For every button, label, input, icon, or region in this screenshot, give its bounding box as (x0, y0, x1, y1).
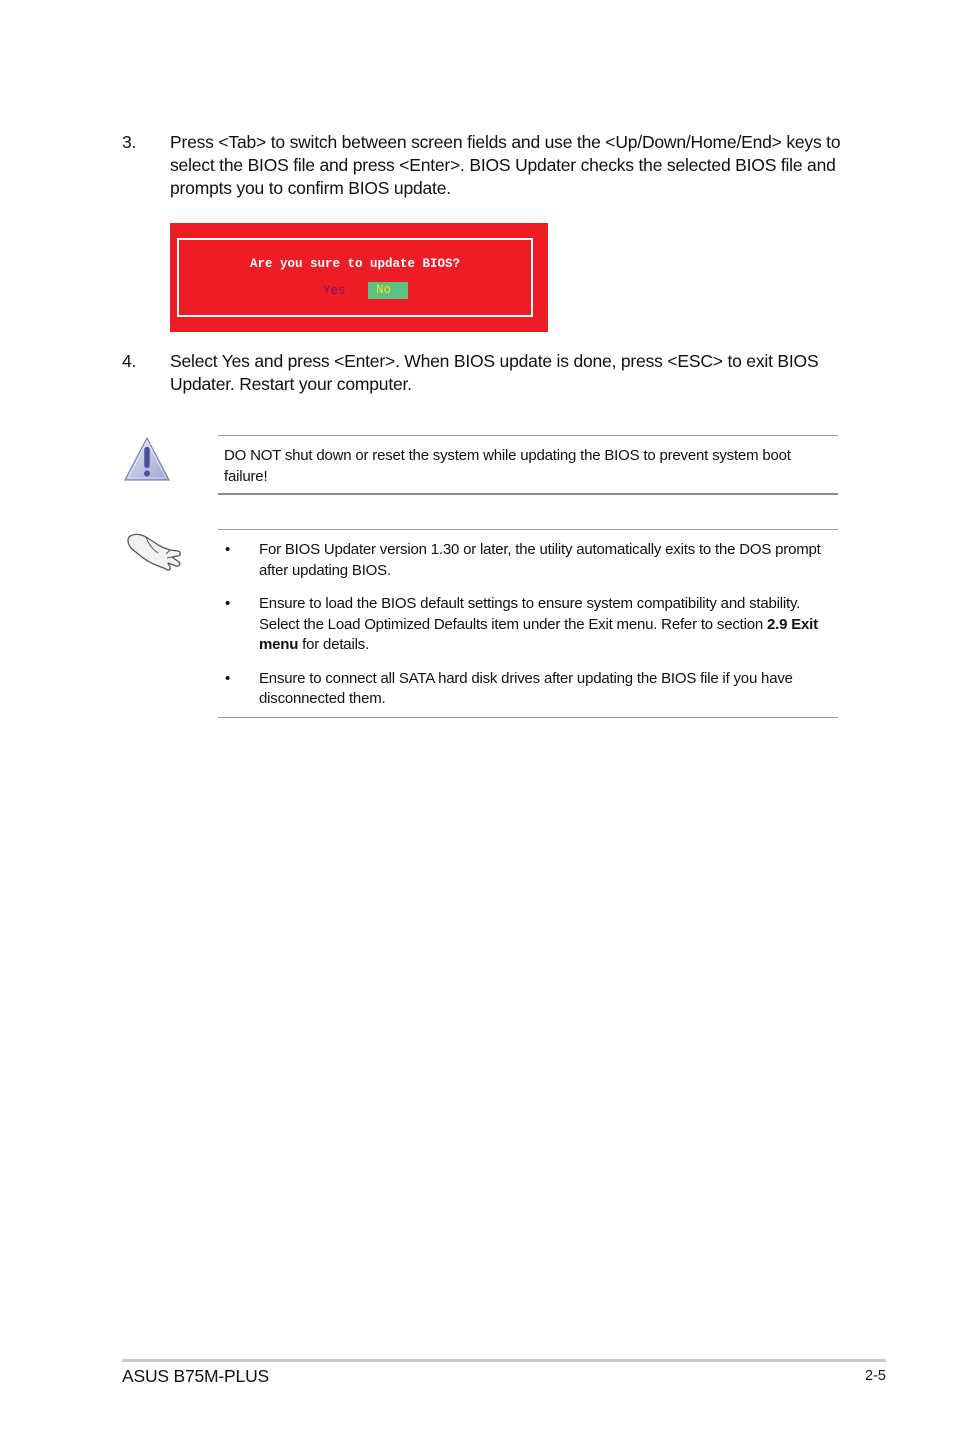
no-option[interactable]: No (368, 282, 408, 299)
step-number: 3. (122, 132, 137, 152)
footer-rule (122, 1359, 886, 1362)
list-item (224, 594, 824, 656)
note-list (224, 540, 824, 723)
warning-triangle-icon (122, 435, 172, 483)
footer-product-name: ASUS B75M-PLUS (122, 1366, 269, 1386)
bullet: • (225, 595, 231, 612)
bios-update-dialog (170, 223, 548, 332)
list-item (224, 669, 824, 710)
bullet: • (225, 541, 231, 558)
note-bottom-rule (218, 717, 838, 718)
step-4 (122, 350, 842, 396)
warning-text: DO NOT shut down or reset the system while updating the BIOS to prevent system boot failure! (224, 447, 791, 485)
step-text: Press <Tab> to switch between screen fields and use the <Up/Down/Home/End> keys to select the BIOS file and press <Enter>. BIOS Updater checks the selected BIOS file and prompts you to confirm BIOS update. (170, 132, 841, 198)
bios-question: Are you sure to update BIOS? (249, 257, 461, 271)
note-top-rule (218, 529, 838, 530)
bullet: • (225, 669, 231, 687)
warning-bottom-rule (218, 493, 838, 495)
page-number: 2-5 (865, 1368, 886, 1384)
note-text-end: for details. (298, 636, 369, 653)
bios-dialog-frame (177, 238, 533, 317)
step-3 (122, 131, 842, 200)
warning-top-rule (218, 435, 838, 436)
step-number: 4. (122, 351, 137, 371)
yes-option[interactable]: Yes (323, 284, 346, 298)
section-reference: 2.9 Exit menu (259, 615, 818, 653)
pointing-hand-icon (126, 527, 184, 573)
note-text: Ensure to connect all SATA hard disk drives after updating the BIOS file if you have disconnected them. (259, 669, 793, 707)
note-text: For BIOS Updater version 1.30 or later, the utility automatically exits to the DOS prompt after updating BIOS. (259, 541, 821, 579)
step-text: Select Yes and press <Enter>. When BIOS update is done, press <ESC> to exit BIOS Updater. Restart your computer. (170, 351, 819, 394)
list-item (224, 540, 824, 581)
note-text: Ensure to load the BIOS default settings to ensure system compatibility and stability. Select the Load Optimized Defaults item under the Exit menu. Refer to section (259, 595, 801, 633)
